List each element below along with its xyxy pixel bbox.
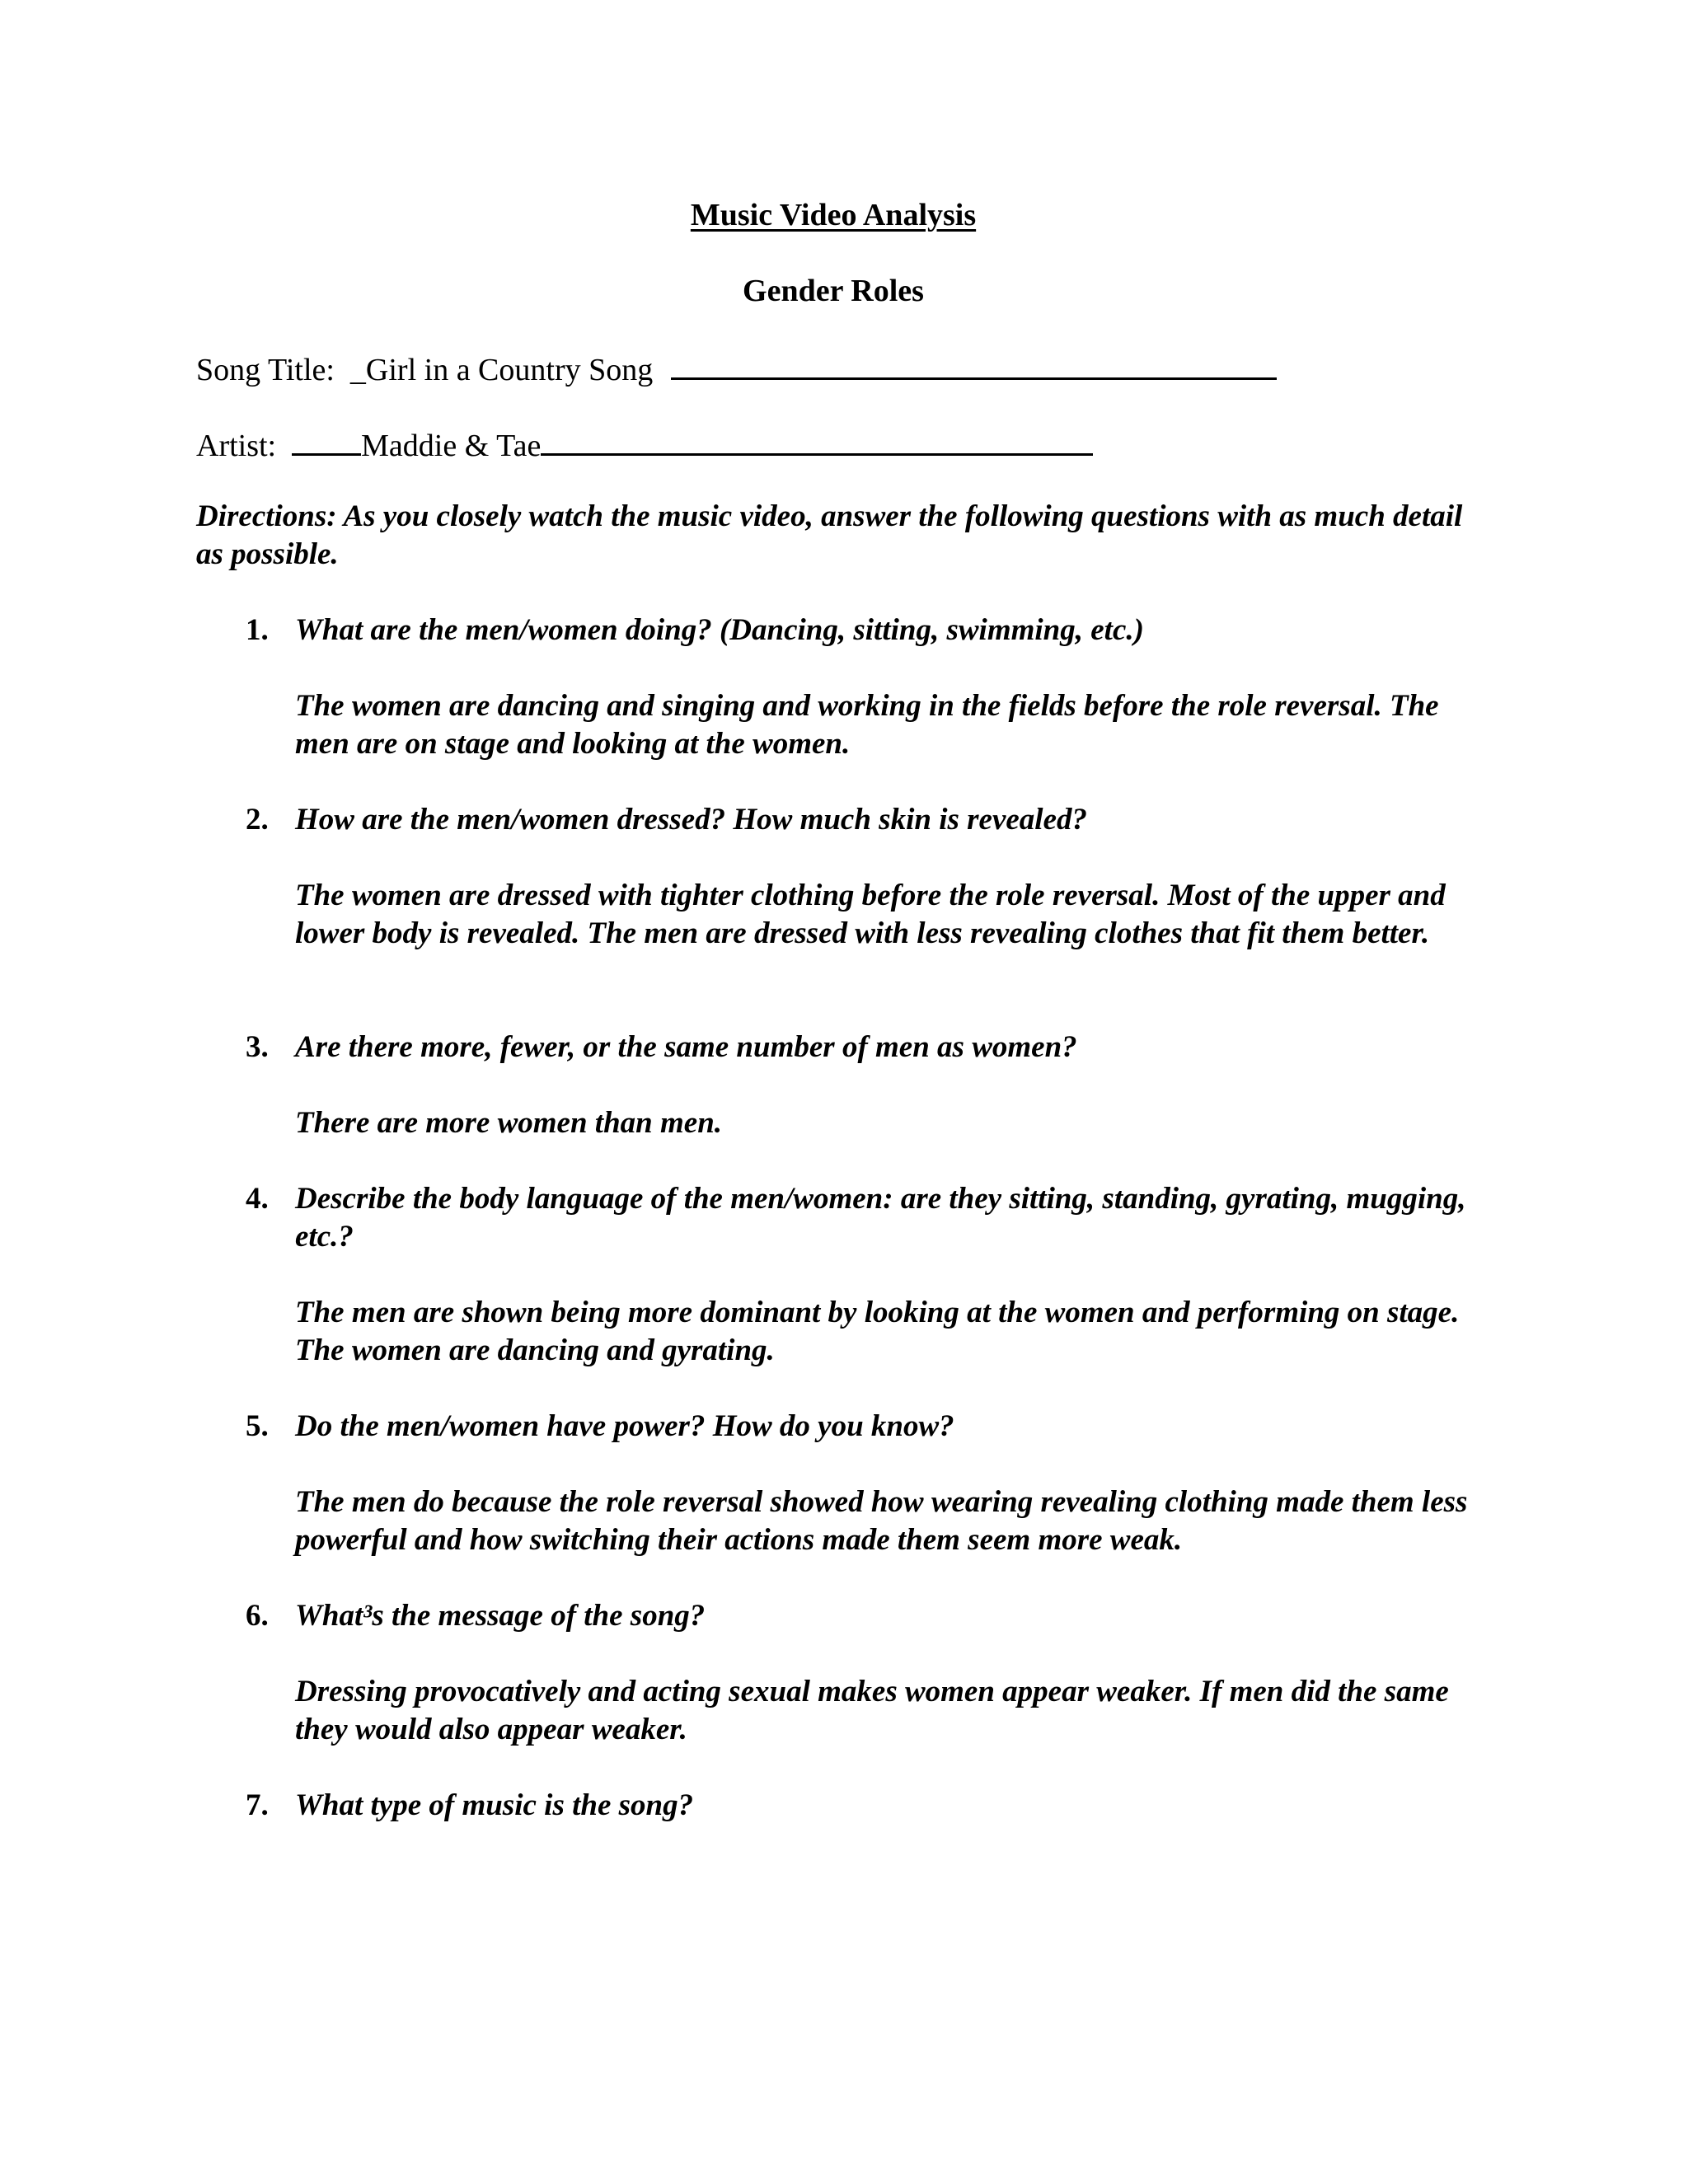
answer-text: The men do because the role reversal showed how wearing revealing clothing made them less powerful and how switching their actions made them seem more weak.: [295, 1485, 1468, 1557]
question-number: 4.: [246, 1182, 269, 1216]
question-text: How are the men/women dressed? How much skin is revealed?: [295, 803, 1087, 837]
song-title-field: [196, 348, 1277, 389]
question-number: 2.: [246, 803, 269, 837]
directions-text: Directions: As you closely watch the music video, answer the following questions with as much detail as possible.: [196, 499, 1463, 571]
answer-text: The women are dancing and singing and working in the fields before the role reversal. The men are on stage and looking at the women.: [295, 689, 1439, 761]
question-text: Describe the body language of the men/women: are they sitting, standing, gyrating, mugging, etc.?: [295, 1182, 1466, 1254]
question-number: 3.: [246, 1030, 269, 1064]
question-text: What³s the message of the song?: [295, 1599, 706, 1633]
question-number: 6.: [246, 1599, 269, 1633]
question-text: What type of music is the song?: [295, 1788, 694, 1822]
answer-text: Dressing provocatively and acting sexual makes women appear weaker. If men did the same they would also appear weaker.: [295, 1675, 1449, 1746]
artist-field: [196, 424, 1093, 465]
question-text: Are there more, fewer, or the same number of men as women?: [295, 1030, 1077, 1064]
artist-label: Artist:: [196, 429, 277, 463]
artist-blank-line: [541, 424, 1093, 456]
song-title-label: Song Title:: [196, 353, 335, 387]
song-title-value: _Girl in a Country Song: [349, 353, 654, 387]
answer-text: The men are shown being more dominant by looking at the women and performing on stage. The women are dancing and gyrating.: [295, 1296, 1460, 1367]
page-subtitle: Gender Roles: [743, 274, 924, 308]
artist-prefix-blank-line: [292, 429, 361, 456]
page-title: Music Video Analysis: [690, 198, 977, 232]
question-number: 7.: [246, 1788, 269, 1822]
question-number: 1.: [246, 613, 269, 647]
question-number: 5.: [246, 1409, 269, 1443]
answer-text: There are more women than men.: [295, 1106, 723, 1140]
answer-text: The women are dressed with tighter clothing before the role reversal. Most of the upper and lower body is revealed. The men are dressed with less revealing clothes that fit them better.: [295, 879, 1446, 950]
artist-value: Maddie & Tae: [361, 429, 542, 463]
question-text: What are the men/women doing? (Dancing, sitting, swimming, etc.): [295, 613, 1144, 647]
question-text: Do the men/women have power? How do you know?: [295, 1409, 954, 1443]
song-title-blank-line: [671, 348, 1277, 380]
